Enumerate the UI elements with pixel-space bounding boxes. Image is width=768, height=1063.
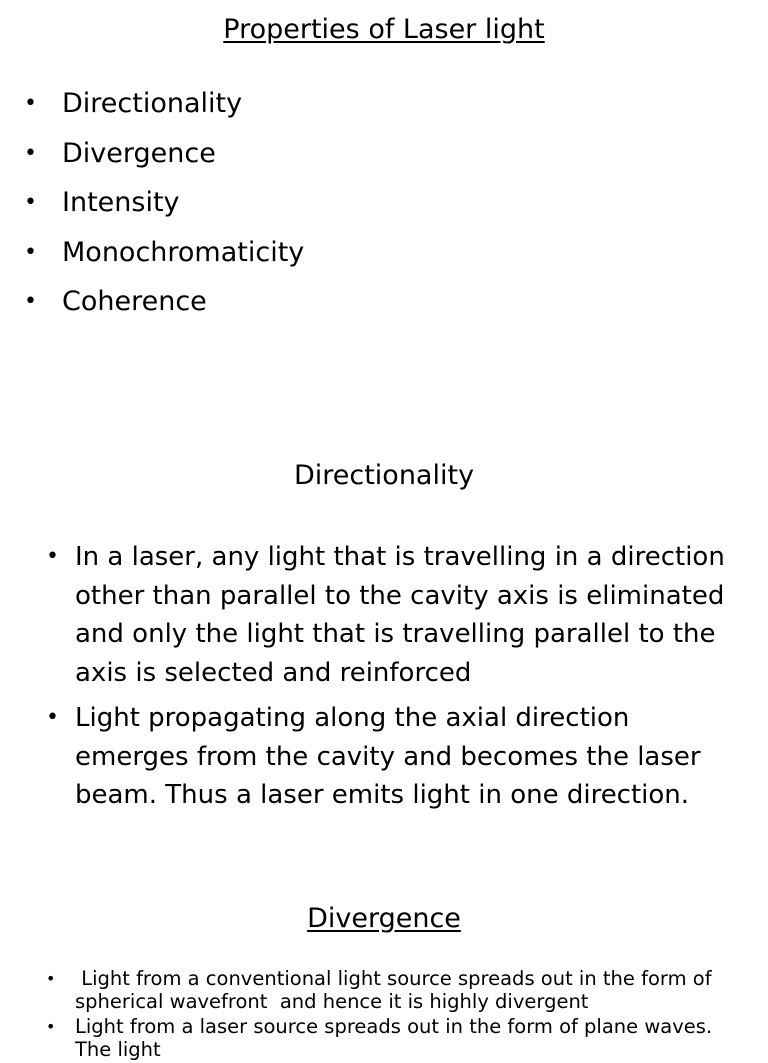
slide-title: Divergence <box>307 903 461 934</box>
list-item <box>46 699 736 815</box>
list-item-text: Light from a conventional light source spreads out in the form of spherical wavefront and hence it is highly divergent <box>75 967 718 1013</box>
bullet-list <box>24 86 304 334</box>
bullet-icon: • <box>46 969 56 988</box>
bullet-icon: • <box>24 91 37 116</box>
bullet-list <box>46 967 736 1063</box>
bullet-icon: • <box>46 1017 56 1036</box>
list-item-text: Light from a laser source spreads out in the form of plane waves. The light <box>75 1015 713 1061</box>
list-item <box>24 235 304 285</box>
list-item <box>46 538 736 692</box>
list-item <box>46 967 736 1013</box>
list-item-text: Monochromaticity <box>62 236 305 268</box>
bullet-icon: • <box>46 705 59 730</box>
slide-directionality <box>0 430 768 890</box>
bullet-icon: • <box>24 140 37 166</box>
slide-properties-of-laser-light <box>0 0 768 430</box>
bullet-icon: • <box>24 190 37 215</box>
list-item <box>46 1015 736 1061</box>
bullet-list <box>46 538 736 822</box>
list-item <box>24 284 304 334</box>
list-item <box>24 185 304 235</box>
bullet-icon: • <box>24 239 37 265</box>
list-item-text: Directionality <box>62 88 243 119</box>
list-item-text: Intensity <box>62 187 180 218</box>
slide-title: Directionality <box>293 460 475 491</box>
bullet-icon: • <box>24 289 37 314</box>
list-item <box>24 136 304 186</box>
list-item-text: Divergence <box>62 137 216 169</box>
list-item-text: Light propagating along the axial direction emerges from the cavity and becomes the laser beam. Thus a laser emits light in one direction. <box>75 703 701 810</box>
list-item-text: In a laser, any light that is travelling in a direction other than parallel to the cavity axis is eliminated and only the light that is travelling parallel to the axis is selected and reinforced <box>75 542 725 688</box>
slide-divergence <box>0 890 768 1061</box>
slide-title: Properties of Laser light <box>223 14 545 45</box>
bullet-icon: • <box>46 544 59 569</box>
list-item <box>24 86 304 136</box>
list-item-text: Coherence <box>62 286 207 317</box>
